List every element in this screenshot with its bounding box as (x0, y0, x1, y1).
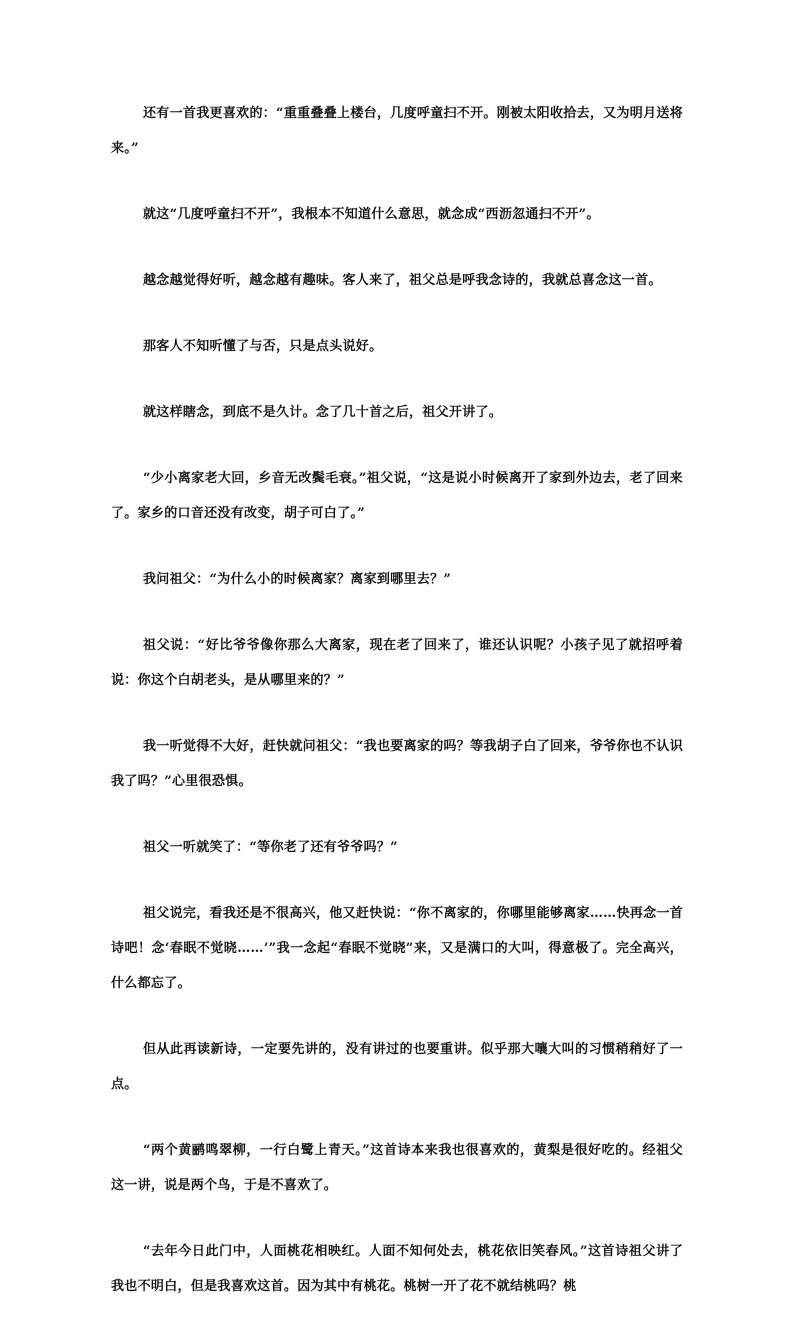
paragraph: 还有一首我更喜欢的：“重重叠叠上楼台，几度呼童扫不开。刚被太阳收拾去，又为明月送将来。” (111, 106, 683, 156)
paragraph: 我问祖父：“为什么小的时候离家？离家到哪里去？” (143, 572, 452, 587)
paragraph: 就这“几度呼童扫不开”，我根本不知道什么意思，就念成“西沥忽通扫不开”。 (143, 207, 600, 222)
paragraph: “少小离家老大回，乡音无改鬓毛衰。”祖父说，“这是说小时候离开了家到外边去，老了回来了。家乡的口音还没有改变，胡子可白了。” (111, 471, 683, 521)
paragraph: 祖父说完，看我还是不很高兴，他又赶快说：“你不离家的，你哪里能够离家……快再念一首诗吧！念‘春眠不觉晓……’”我一念起“春眠不觉晓”来，又是满口的大叫，得意极了。完全高兴，什么都忘了。 (111, 906, 683, 991)
paragraph: 祖父说：“好比爷爷像你那么大离家，现在老了回来了，谁还认识呢？小孩子见了就招呼着说：你这个白胡老头，是从哪里来的？” (111, 638, 683, 688)
paragraph: “去年今日此门中，人面桃花相映红。人面不知何处去，桃花依旧笑春风。”这首诗祖父讲了我也不明白，但是我喜欢这首。因为其中有桃花。桃树一开了花不就结桃吗？桃 (111, 1244, 683, 1294)
paragraph: 祖父一听就笑了：“等你老了还有爷爷吗？” (143, 840, 398, 855)
paragraph: “两个黄鹂鸣翠柳，一行白鹭上青天。”这首诗本来我也很喜欢的，黄梨是很好吃的。经祖父这一讲，说是两个鸟，于是不喜欢了。 (111, 1143, 683, 1193)
document-body (111, 96, 683, 1335)
paragraph: 那客人不知听懂了与否，只是点头说好。 (143, 339, 383, 354)
paragraph: 我一听觉得不大好，赶快就问祖父：“我也要离家的吗？等我胡子白了回来，爷爷你也不认识我了吗？”心里很恐惧。 (111, 739, 683, 789)
paragraph: 但从此再读新诗，一定要先讲的，没有讲过的也要重讲。似乎那大嚷大叫的习惯稍稍好了一点。 (111, 1042, 683, 1092)
paragraph: 就这样瞎念，到底不是久计。念了几十首之后，祖父开讲了。 (143, 405, 503, 420)
paragraph: 越念越觉得好听，越念越有趣味。客人来了，祖父总是呼我念诗的，我就总喜念这一首。 (143, 273, 662, 288)
